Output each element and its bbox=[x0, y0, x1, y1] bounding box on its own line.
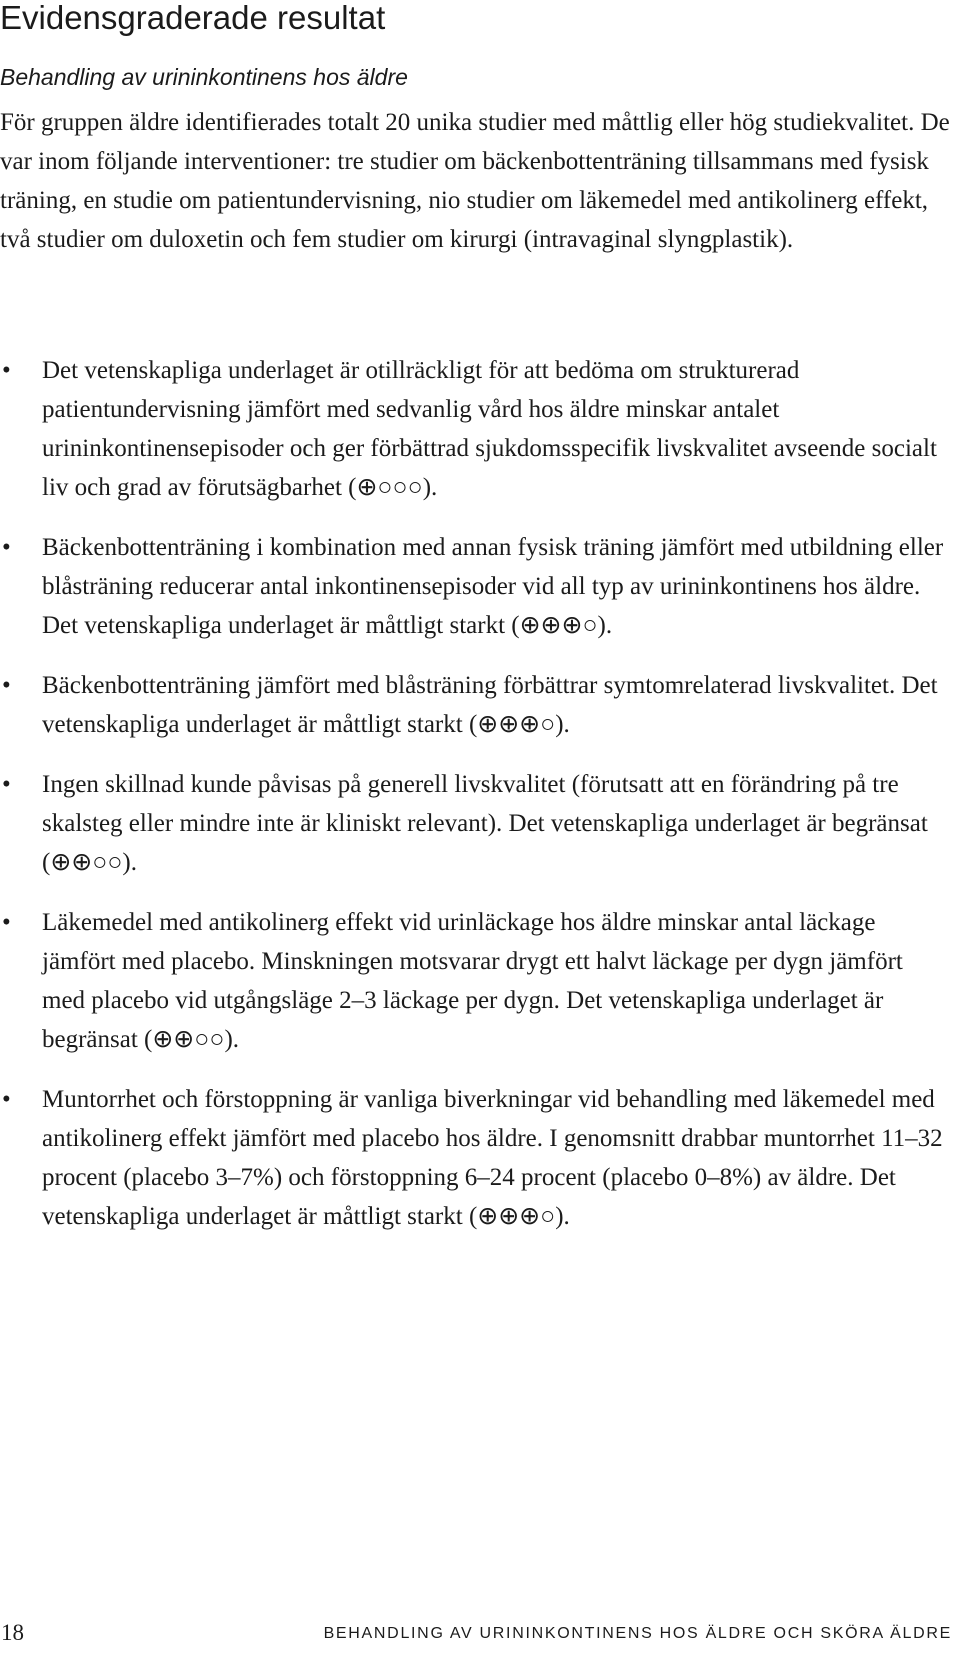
finding-text: Muntorrhet och förstoppning är vanliga biverkningar vid behandling med läkemedel med antikolinerg effekt jämfört med placebo hos äldre. I genomsnitt drabbar muntorrhet 11–32 procent (placebo 3–7%) och förstoppning 6–24 procent (placebo 0–8%) av äldre. Det vetenskapliga underlaget är måttligt starkt (⊕⊕⊕○). bbox=[42, 1086, 943, 1230]
bullet-icon: • bbox=[2, 357, 11, 384]
page-footer bbox=[0, 1617, 952, 1649]
finding-text: Ingen skillnad kunde påvisas på generell livskvalitet (förutsatt att en förändring på tre skalsteg eller mindre inte är kliniskt relevant). Det vetenskapliga underlaget är begränsat (⊕⊕○○). bbox=[42, 771, 928, 876]
finding-item bbox=[0, 903, 948, 1059]
bullet-icon: • bbox=[2, 909, 11, 936]
finding-item bbox=[0, 351, 948, 507]
finding-item bbox=[0, 666, 948, 744]
page-number: 18 bbox=[1, 1620, 24, 1645]
section-subheading: Behandling av urininkontinens hos äldre bbox=[0, 64, 408, 90]
finding-item bbox=[0, 765, 948, 882]
finding-item bbox=[0, 1080, 948, 1236]
intro-paragraph: För gruppen äldre identifierades totalt 20 unika studier med måttlig eller hög studiekvalitet. De var inom följande interventioner: tre studier om bäckenbottenträning tillsammans med fysisk träning, en studie om patientundervisning, nio studier om läkemedel med antikolinerg effekt, två studier om duloxetin och fem studier om kirurgi (intravaginal slyngplastik). bbox=[0, 109, 950, 253]
finding-text: Läkemedel med antikolinerg effekt vid urinläckage hos äldre minskar antal läckage jämfört med placebo. Minskningen motsvarar drygt ett halvt läckage per dygn jämfört med placebo vid utgångsläge 2–3 läckage per dygn. Det vetenskapliga underlaget är begränsat (⊕⊕○○). bbox=[42, 909, 903, 1053]
section-heading: Evidensgraderade resultat bbox=[0, 0, 386, 36]
running-title: BEHANDLING AV URININKONTINENS HOS ÄLDRE OCH SKÖRA ÄLDRE bbox=[323, 1625, 952, 1642]
bullet-icon: • bbox=[2, 1086, 11, 1113]
findings-list bbox=[0, 351, 960, 1257]
finding-text: Det vetenskapliga underlaget är otillräckligt för att bedöma om strukturerad patientundervisning jämfört med sedvanlig vård hos äldre minskar antalet urininkontinensepisoder och ger förbättrad sjukdomsspecifik livskvalitet avseende socialt liv och grad av förutsägbarhet (⊕○○○). bbox=[42, 357, 937, 501]
finding-text: Bäckenbottenträning i kombination med annan fysisk träning jämfört med utbildning eller blåsträning reducerar antal inkontinensepisoder vid all typ av urininkontinens hos äldre. Det vetenskapliga underlaget är måttligt starkt (⊕⊕⊕○). bbox=[42, 534, 944, 639]
finding-text: Bäckenbottenträning jämfört med blåsträning förbättrar symtomrelaterad livskvalitet. Det vetenskapliga underlaget är måttligt starkt (⊕⊕⊕○). bbox=[42, 672, 938, 738]
finding-item bbox=[0, 528, 948, 645]
bullet-icon: • bbox=[2, 672, 11, 699]
bullet-icon: • bbox=[2, 534, 11, 561]
bullet-icon: • bbox=[2, 771, 11, 798]
